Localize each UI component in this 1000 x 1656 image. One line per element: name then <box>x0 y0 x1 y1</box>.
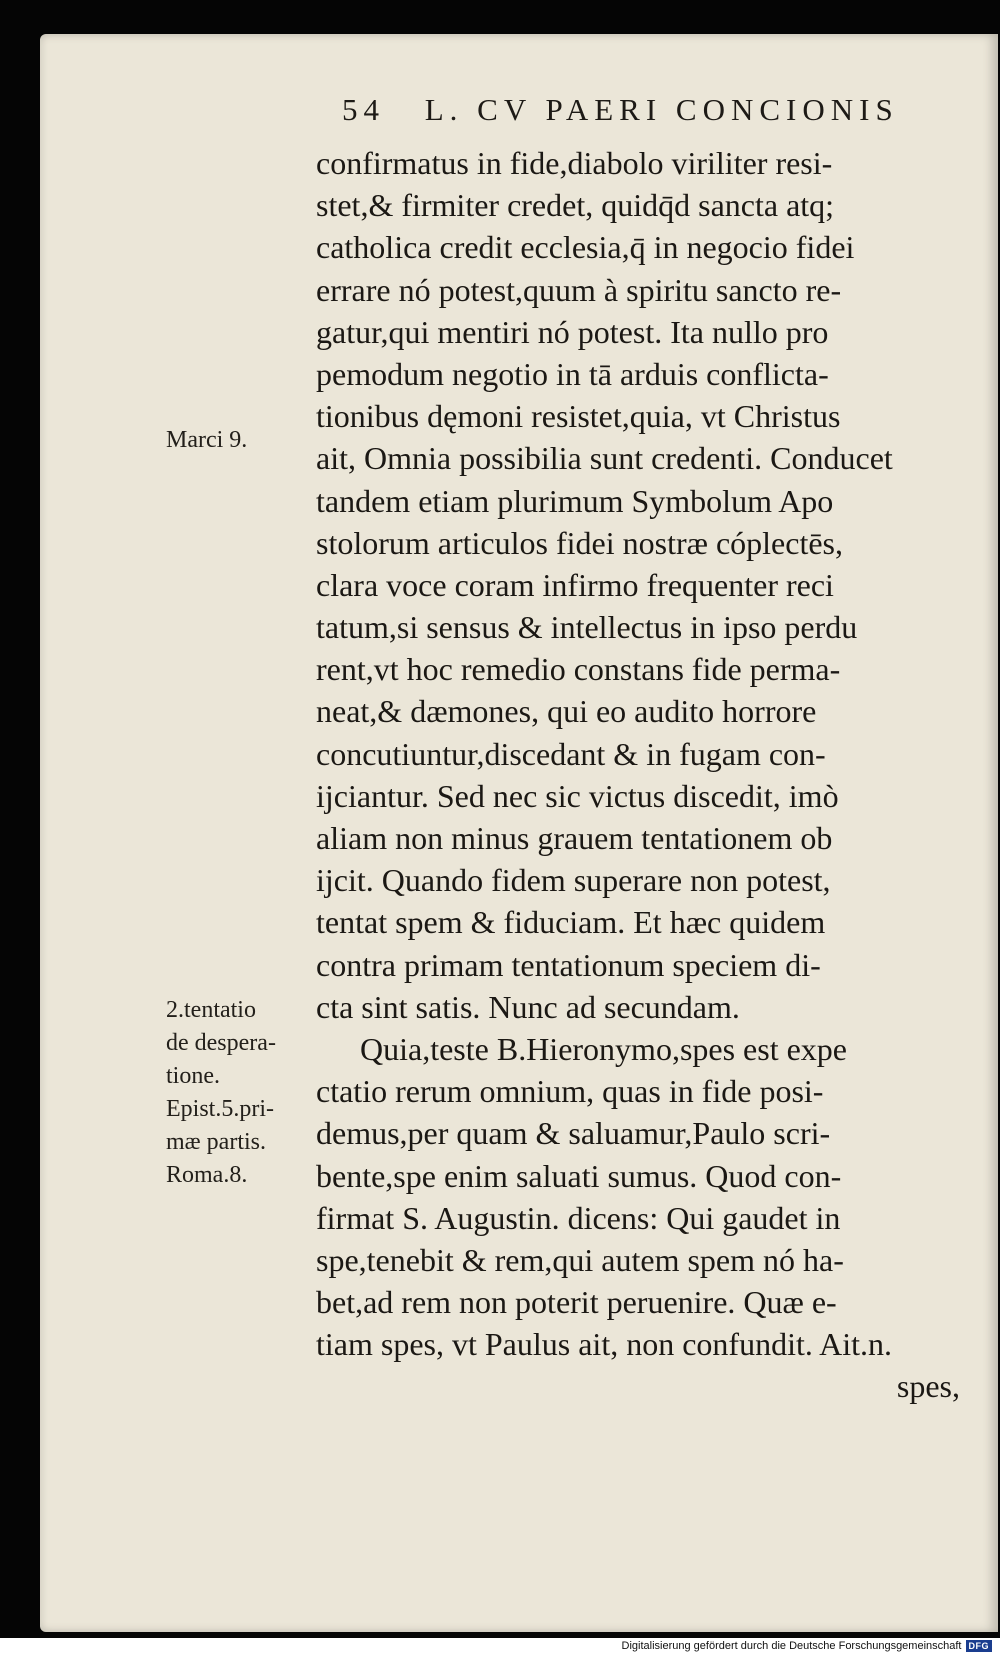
text-line: stet,& firmiter credet, quidq̄d sancta atq; <box>316 187 835 224</box>
text-line: ait, Omnia possibilia sunt credenti. Conducet <box>316 440 893 477</box>
margin-note-line: Epist.5.pri- <box>166 1096 274 1122</box>
text-line: Quia,teste B.Hieronymo,spes est expe <box>360 1030 847 1067</box>
text-line: tionibus dęmoni resistet,quia, vt Christus <box>316 398 841 435</box>
text-line: stolorum articulos fidei nostræ cóplectēs, <box>316 524 843 561</box>
running-title: L. CV PAERI CONCIONIS <box>424 92 899 127</box>
text-line: tiam spes, vt Paulus ait, non confundit. Ait.n. <box>316 1326 892 1363</box>
text-line: rent,vt hoc remedio constans fide perma- <box>316 651 841 688</box>
running-head <box>342 92 962 128</box>
text-line: ctatio rerum omnium, quas in fide posi- <box>316 1073 824 1110</box>
text-line: concutiuntur,discedant & in fugam con- <box>316 735 826 772</box>
text-line: spe,tenebit & rem,qui autem spem nó ha- <box>316 1241 844 1278</box>
text-line: tentat spem & fiduciam. Et hæc quidem <box>316 904 826 941</box>
text-line: bente,spe enim saluati sumus. Quod con- <box>316 1157 842 1194</box>
text-line: errare nó potest,quum à spiritu sancto re- <box>316 271 842 308</box>
margin-note-line: tione. <box>166 1063 220 1089</box>
text-line: ijciantur. Sed nec sic victus discedit, imò <box>316 777 839 814</box>
text-line: tandem etiam plurimum Symbolum Apo <box>316 482 834 519</box>
text-line: cta sint satis. Nunc ad secundam. <box>316 988 740 1025</box>
text-line: contra primam tentationum speciem di- <box>316 946 821 983</box>
margin-note-line: Marci 9. <box>166 427 248 453</box>
text-line: spes, <box>896 1368 960 1405</box>
text-line: pemodum negotio in tā arduis conflicta- <box>316 355 829 392</box>
text-line: firmat S. Augustin. dicens: Qui gaudet in <box>316 1199 841 1236</box>
text-line: tatum,si sensus & intellectus in ipso perdu <box>316 609 858 646</box>
text-line: bet,ad rem non poterit peruenire. Quæ e- <box>316 1284 837 1321</box>
body-text <box>316 142 960 1408</box>
text-line: gatur,qui mentiri nó potest. Ita nullo pro <box>316 313 829 350</box>
text-line: demus,per quam & saluamur,Paulo scri- <box>316 1115 831 1152</box>
margin-note-line: 2.tentatio <box>166 997 256 1023</box>
digitization-footer <box>622 1638 992 1654</box>
text-line: aliam non minus grauem tentationem ob <box>316 820 833 856</box>
text-line: catholica credit ecclesia,q̄ in negocio fidei <box>316 229 855 266</box>
margin-note-tentatio <box>166 994 316 1192</box>
margin-note-line: Roma.8. <box>166 1162 248 1188</box>
text-line: neat,& dæmones, qui eo audito horrore <box>316 693 817 730</box>
margin-note-marci <box>166 424 316 456</box>
footer-text: Digitalisierung gefördert durch die Deutsche Forschungsgemeinschaft <box>621 1640 962 1652</box>
page-number: 54 <box>342 92 385 127</box>
text-line: ijcit. Quando fidem superare non potest, <box>316 862 831 899</box>
text-line: confirmatus in fide,diabolo viriliter resi- <box>316 145 833 181</box>
margin-note-line: mæ partis. <box>166 1129 266 1155</box>
margin-note-line: de despera- <box>166 1030 276 1056</box>
text-line: clara voce coram infirmo frequenter reci <box>316 566 834 603</box>
dfg-logo-icon: DFG <box>966 1640 993 1652</box>
